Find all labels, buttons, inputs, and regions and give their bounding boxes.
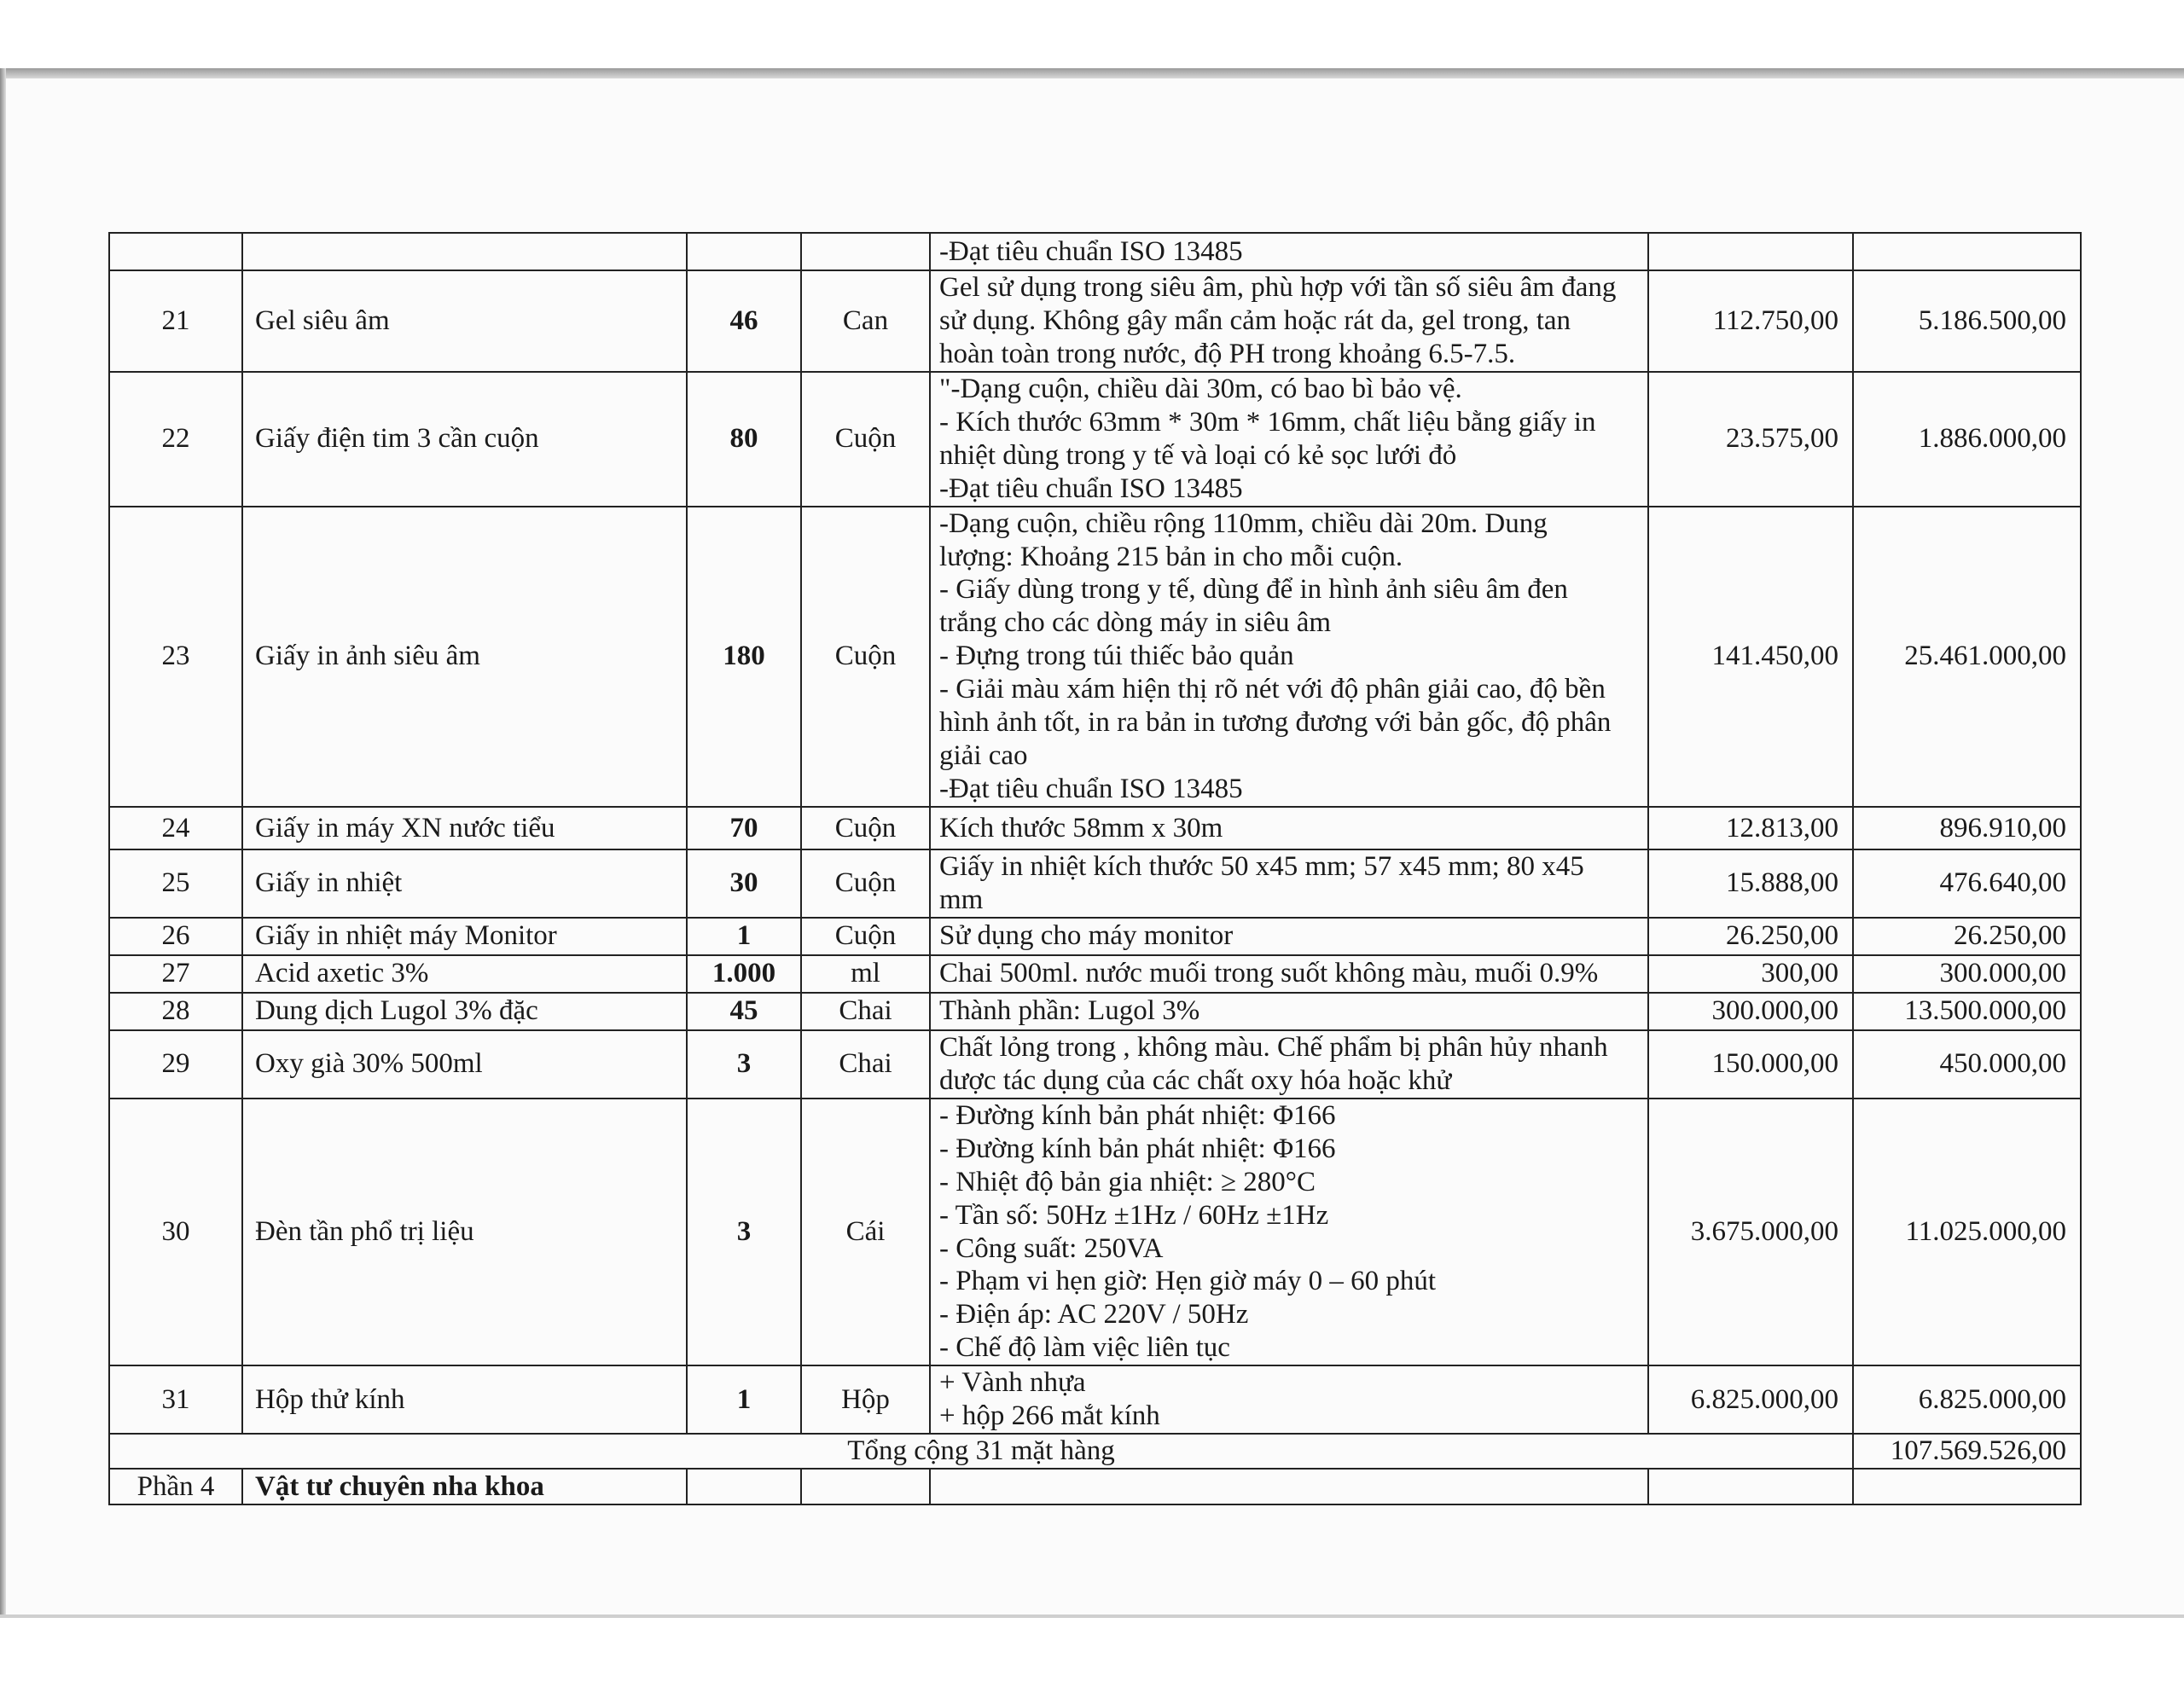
cell-spec: Giấy in nhiệt kích thước 50 x45 mm; 57 x45 mm; 80 x45 mm — [930, 849, 1648, 918]
cell-total: 25.461.000,00 — [1853, 507, 2081, 807]
cell-price: 23.575,00 — [1648, 372, 1853, 507]
cell-qty: 46 — [687, 270, 801, 372]
cell-qty: 3 — [687, 1030, 801, 1099]
cell-price: 112.750,00 — [1648, 270, 1853, 372]
items-table-body — [109, 233, 2081, 1504]
table-row-31 — [109, 1365, 2081, 1434]
cell-qty: 70 — [687, 807, 801, 849]
cell-stt: 22 — [109, 372, 242, 507]
cell-stt: 26 — [109, 918, 242, 955]
cell-qty: 30 — [687, 849, 801, 918]
cell-total — [1853, 1469, 2081, 1504]
cell-qty: 1.000 — [687, 955, 801, 993]
cell-spec: Thành phần: Lugol 3% — [930, 993, 1648, 1030]
cell-name: Oxy già 30% 500ml — [242, 1030, 687, 1099]
cell-stt: 27 — [109, 955, 242, 993]
cell-stt: 25 — [109, 849, 242, 918]
table-row-continued-spec — [109, 233, 2081, 270]
cell-unit: Can — [801, 270, 930, 372]
cell-spec — [930, 1469, 1648, 1504]
cell-qty: 45 — [687, 993, 801, 1030]
cell-qty: 180 — [687, 507, 801, 807]
cell-total: 13.500.000,00 — [1853, 993, 2081, 1030]
cell-unit: Cuộn — [801, 807, 930, 849]
table-row-summary — [109, 1434, 2081, 1469]
cell-unit: Chai — [801, 993, 930, 1030]
cell-spec: Chất lỏng trong , không màu. Chế phẩm bị phân hủy nhanh dược tác dụng của các chất oxy hóa hoặc khử — [930, 1030, 1648, 1099]
cell-spec: Gel sử dụng trong siêu âm, phù hợp với tần số siêu âm đang sử dụng. Không gây mẩn cảm hoặc rát da, gel trong, tan hoàn toàn trong nước, độ PH trong khoảng 6.5-7.5. — [930, 270, 1648, 372]
cell-spec: + Vành nhựa + hộp 266 mắt kính — [930, 1365, 1648, 1434]
cell-unit: Cuộn — [801, 918, 930, 955]
cell-price: 150.000,00 — [1648, 1030, 1853, 1099]
cell-stt — [109, 233, 242, 270]
cell-stt: 28 — [109, 993, 242, 1030]
table-row-part-4 — [109, 1469, 2081, 1504]
cell-name: Giấy in nhiệt — [242, 849, 687, 918]
cell-price: 15.888,00 — [1648, 849, 1853, 918]
cell-price: 12.813,00 — [1648, 807, 1853, 849]
table-row-21 — [109, 270, 2081, 372]
cell-stt: 29 — [109, 1030, 242, 1099]
cell-unit — [801, 1469, 930, 1504]
cell-unit: Cuộn — [801, 507, 930, 807]
part-label: Phần 4 — [109, 1469, 242, 1504]
part-name: Vật tư chuyên nha khoa — [242, 1469, 687, 1504]
cell-qty: 3 — [687, 1099, 801, 1366]
cell-spec: Sử dụng cho máy monitor — [930, 918, 1648, 955]
cell-total — [1853, 233, 2081, 270]
cell-price — [1648, 1469, 1853, 1504]
cell-total: 476.640,00 — [1853, 849, 2081, 918]
cell-name: Giấy điện tim 3 cần cuộn — [242, 372, 687, 507]
cell-name: Giấy in nhiệt máy Monitor — [242, 918, 687, 955]
table-row-23 — [109, 507, 2081, 807]
scan-edge-bottom — [0, 1615, 2184, 1618]
table-row-27 — [109, 955, 2081, 993]
cell-stt: 30 — [109, 1099, 242, 1366]
cell-qty: 1 — [687, 1365, 801, 1434]
cell-price — [1648, 233, 1853, 270]
cell-qty: 80 — [687, 372, 801, 507]
cell-spec: "-Dạng cuộn, chiều dài 30m, có bao bì bảo vệ. - Kích thước 63mm * 30m * 16mm, chất liệu bằng giấy in nhiệt dùng trong y tế và loại có kẻ sọc lưới đỏ -Đạt tiêu chuẩn ISO 13485 — [930, 372, 1648, 507]
cell-qty: 1 — [687, 918, 801, 955]
cell-stt: 23 — [109, 507, 242, 807]
scan-edge-left — [0, 68, 6, 1616]
cell-price: 3.675.000,00 — [1648, 1099, 1853, 1366]
cell-total: 11.025.000,00 — [1853, 1099, 2081, 1366]
cell-spec: - Đường kính bản phát nhiệt: Φ166 - Đường kính bản phát nhiệt: Φ166 - Nhiệt độ bản gia nhiệt: ≥ 280°C - Tần số: 50Hz ±1Hz / 60Hz ±1Hz - Công suất: 250VA - Phạm vi hẹn giờ: Hẹn giờ máy 0 – 60 phút - Điện áp: AC 220V / 50Hz - Chế độ làm việc liên tục — [930, 1099, 1648, 1366]
summary-label: Tổng cộng 31 mặt hàng — [109, 1434, 1853, 1469]
cell-name — [242, 233, 687, 270]
cell-spec: Chai 500ml. nước muối trong suốt không màu, muối 0.9% — [930, 955, 1648, 993]
cell-name: Giấy in máy XN nước tiểu — [242, 807, 687, 849]
cell-stt: 21 — [109, 270, 242, 372]
cell-spec: Kích thước 58mm x 30m — [930, 807, 1648, 849]
cell-unit: Hộp — [801, 1365, 930, 1434]
scan-edge-top — [0, 68, 2184, 78]
table-row-29 — [109, 1030, 2081, 1099]
cell-total: 300.000,00 — [1853, 955, 2081, 993]
cell-name: Giấy in ảnh siêu âm — [242, 507, 687, 807]
cell-price: 6.825.000,00 — [1648, 1365, 1853, 1434]
cell-total: 26.250,00 — [1853, 918, 2081, 955]
cell-price: 300.000,00 — [1648, 993, 1853, 1030]
cell-unit: Cuộn — [801, 372, 930, 507]
cell-stt: 31 — [109, 1365, 242, 1434]
cell-price: 141.450,00 — [1648, 507, 1853, 807]
items-table — [108, 232, 2082, 1505]
summary-total: 107.569.526,00 — [1853, 1434, 2081, 1469]
cell-unit: ml — [801, 955, 930, 993]
cell-name: Acid axetic 3% — [242, 955, 687, 993]
cell-total: 896.910,00 — [1853, 807, 2081, 849]
cell-name: Gel siêu âm — [242, 270, 687, 372]
cell-spec: -Dạng cuộn, chiều rộng 110mm, chiều dài 20m. Dung lượng: Khoảng 215 bản in cho mỗi cuộn. - Giấy dùng trong y tế, dùng để in hình ảnh siêu âm đen trắng cho các dòng máy in siêu âm - Đựng trong túi thiếc bảo quản - Giải màu xám hiện thị rõ nét với độ phân giải cao, độ bền hình ảnh tốt, in ra bản in tương đương với bản gốc, độ phân giải cao -Đạt tiêu chuẩn ISO 13485 — [930, 507, 1648, 807]
table-row-24 — [109, 807, 2081, 849]
cell-total: 6.825.000,00 — [1853, 1365, 2081, 1434]
table-row-28 — [109, 993, 2081, 1030]
cell-total: 1.886.000,00 — [1853, 372, 2081, 507]
table-row-30 — [109, 1099, 2081, 1366]
table-row-26 — [109, 918, 2081, 955]
cell-unit: Chai — [801, 1030, 930, 1099]
cell-name: Dung dịch Lugol 3% đặc — [242, 993, 687, 1030]
table-row-22 — [109, 372, 2081, 507]
cell-stt: 24 — [109, 807, 242, 849]
cell-name: Hộp thử kính — [242, 1365, 687, 1434]
cell-total: 450.000,00 — [1853, 1030, 2081, 1099]
table-row-25 — [109, 849, 2081, 918]
cell-spec: -Đạt tiêu chuẩn ISO 13485 — [930, 233, 1648, 270]
cell-unit: Cái — [801, 1099, 930, 1366]
cell-unit — [801, 233, 930, 270]
cell-total: 5.186.500,00 — [1853, 270, 2081, 372]
cell-price: 26.250,00 — [1648, 918, 1853, 955]
cell-qty — [687, 1469, 801, 1504]
cell-name: Đèn tần phổ trị liệu — [242, 1099, 687, 1366]
cell-unit: Cuộn — [801, 849, 930, 918]
cell-qty — [687, 233, 801, 270]
cell-price: 300,00 — [1648, 955, 1853, 993]
